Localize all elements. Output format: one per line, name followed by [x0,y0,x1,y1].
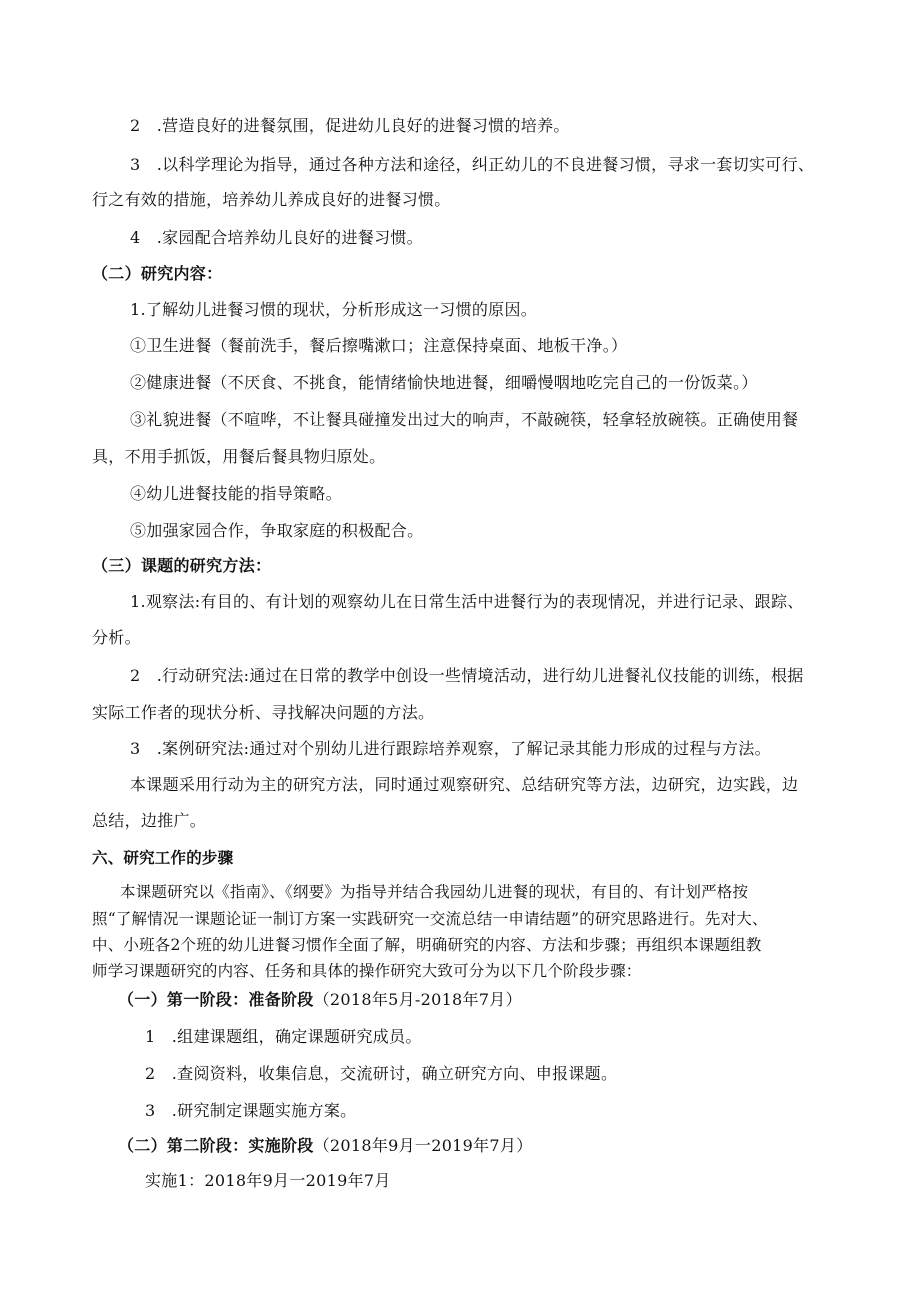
method-action-research-cont: 实际工作者的现状分析、寻找解决问题的方法。 [92,703,435,722]
method-summary: 本课题采用行动为主的研究方法，同时通过观察研究、总结研究等方法，边研究，边实践，边 [130,775,799,794]
method-observation-cont: 分析。 [92,628,141,647]
paragraph-goal-3-cont: 行之有效的措施，培养幼儿养成良好的进餐习惯。 [92,190,451,209]
content-item-skills: ④幼儿进餐技能的指导策略。 [130,484,342,503]
section-heading-research-steps: 六、研究工作的步骤 [92,848,234,867]
content-item-health: ②健康进餐（不厌食、不挑食，能情绪愉快地进餐，细嚼慢咽地吃完自己的一份饭菜。） [130,373,758,392]
method-summary-cont: 总结，边推广。 [92,811,207,830]
heading-research-methods: （三）课题的研究方法： [92,556,272,575]
content-item-manners: ③礼貌进餐（不喧哗，不让餐具碰撞发出过大的响声，不敲碗筷，轻拿轻放碗筷。正确使用餐 [130,410,799,429]
paragraph-goal-4: 4 .家园配合培养幼儿良好的进餐习惯。 [130,228,423,247]
implementation-1: 实施1：2018年9月一2019年7月 [145,1171,391,1190]
steps-intro-4: 师学习课题研究的内容、任务和具体的操作研究大致可分为以下几个阶段步骤： [92,962,642,980]
paragraph-goal-2: 2 .营造良好的进餐氛围，促进幼儿良好的进餐习惯的培养。 [130,116,570,135]
phase-2-title: （二）第二阶段：实施阶段 [118,1136,314,1155]
phase-1-step-2: 2 .查阅资料，收集信息，交流研讨，确立研究方向、申报课题。 [145,1064,618,1083]
phase-1-heading [118,990,522,1010]
phase-2-dates: （2018年9月一2019年7月） [313,1136,533,1155]
method-observation: 1.观察法:有目的、有计划的观察幼儿在日常生活中进餐行为的表现情况，并进行记录、跟踪、 [130,592,804,611]
content-item-family: ⑤加强家园合作，争取家庭的积极配合。 [130,521,424,540]
method-case-study: 3 .案例研究法:通过对个别幼儿进行跟踪培养观察，了解记录其能力形成的过程与方法。 [130,739,771,758]
method-action-research: 2 .行动研究法:通过在日常的教学中创设一些情境活动，进行幼儿进餐礼仪技能的训练，根据 [130,666,804,685]
steps-intro-3: 中、小班各2个班的幼儿进餐习惯作全面了解，明确研究的内容、方法和步骤；再组织本课题组教 [92,936,762,954]
heading-research-content: （二）研究内容： [92,264,223,283]
phase-1-dates: （2018年5月-2018年7月） [313,990,522,1009]
phase-1-step-3: 3 .研究制定课题实施方案。 [145,1101,357,1120]
content-item-manners-cont: 具，不用手抓饭，用餐后餐具物归原处。 [92,447,386,466]
steps-intro-2: 照“了解情况一课题论证一制订方案一实践研究一交流总结一申请结题”的研究思路进行。先对大、 [92,910,768,928]
phase-1-step-1: 1 .组建课题组，确定课题研究成员。 [145,1027,422,1046]
steps-intro-1: 本课题研究以《指南》、《纲要》为指导并结合我园幼儿进餐的现状，有目的、有计划严格按 [120,883,749,901]
content-item-hygiene: ①卫生进餐（餐前洗手，餐后擦嘴漱口；注意保持桌面、地板干净。） [130,336,628,355]
content-item-1: 1.了解幼儿进餐习惯的现状，分析形成这一习惯的原因。 [130,300,538,319]
paragraph-goal-3: 3 .以科学理论为指导，通过各种方法和途径，纠正幼儿的不良进餐习惯，寻求一套切实可行、 [130,155,815,174]
phase-2-heading [118,1136,533,1156]
phase-1-title: （一）第一阶段：准备阶段 [118,990,314,1009]
